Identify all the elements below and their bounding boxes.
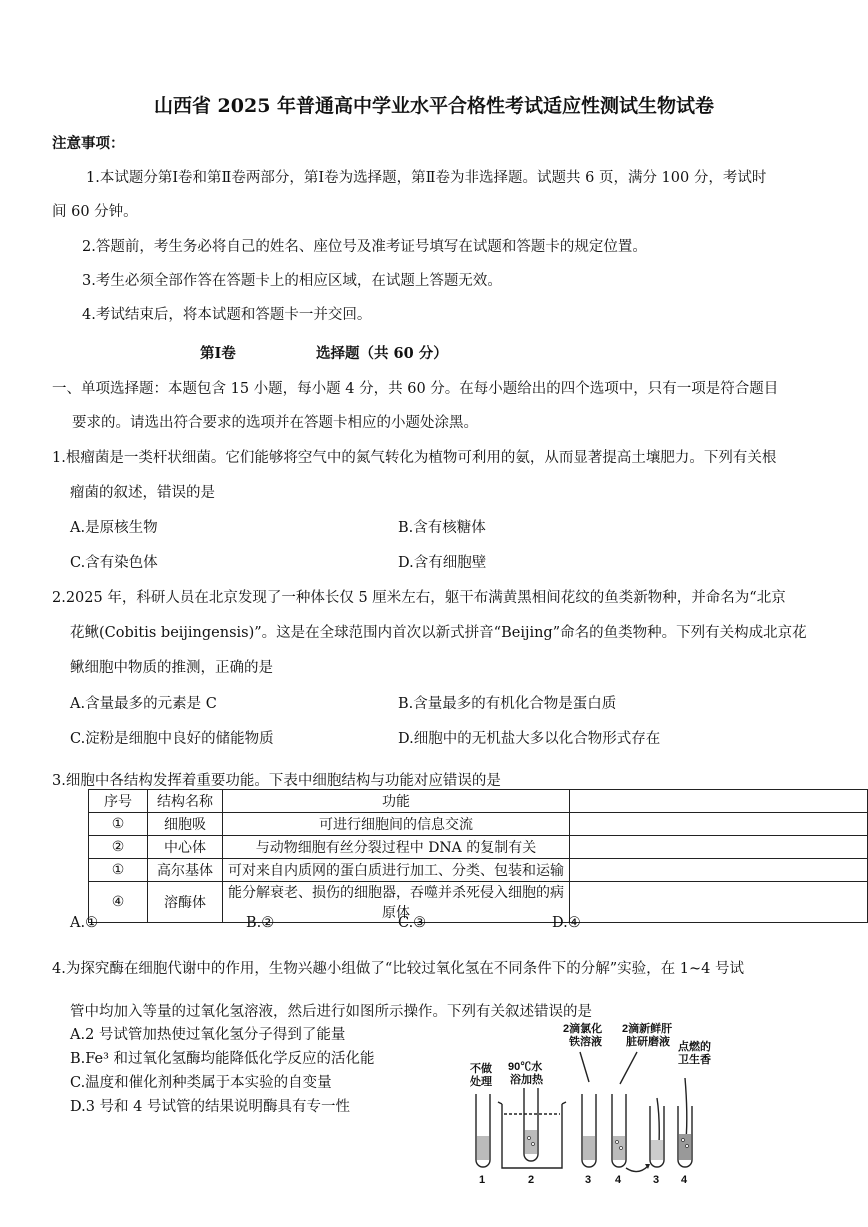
tube-number-1: 1 <box>479 1174 486 1186</box>
page-title: 山西省 2025 年普通高中学业水平合格性考试适应性测试生物试卷 <box>153 95 715 117</box>
q3-option-a: A.① <box>70 915 99 931</box>
notice-item-1-cont: 间 60 分钟。 <box>52 204 138 220</box>
section-instructions-cont: 要求的。请选出符合要求的选项并在答题卡相应的小题处涂黑。 <box>72 415 478 431</box>
part-label: 第Ⅰ卷 <box>200 345 236 362</box>
bubble <box>528 1137 531 1140</box>
table-cell: ① <box>89 813 148 836</box>
table-header: 序号 <box>89 790 148 813</box>
bubble <box>620 1147 623 1150</box>
table-cell-empty <box>570 836 868 859</box>
notice-heading: 注意事项： <box>52 135 125 152</box>
incense-label-line1: 点燃的 <box>678 1041 711 1053</box>
table-header: 结构名称 <box>148 790 223 813</box>
q2-stem-cont: 花鳅(Cobitis beijingensis)”。这是在全球范围内首次以新式拼音“Beijing”命名的鱼类物种。下列有关构成北京花 <box>70 625 807 641</box>
tube-number-4-result: 4 <box>681 1174 688 1186</box>
q1-option-b: B.含有核糖体 <box>398 520 486 536</box>
tube-number-3: 3 <box>585 1174 592 1186</box>
table-header-row <box>89 790 868 813</box>
table-cell-empty <box>570 813 868 836</box>
liquid-tube-4 <box>613 1136 625 1160</box>
liquid-tube-2 <box>525 1130 537 1154</box>
table-cell: ② <box>89 836 148 859</box>
q4-option-b: B.Fe³ 和过氧化氢酶均能降低化学反应的活化能 <box>70 1051 375 1067</box>
q1-option-d: D.含有细胞壁 <box>398 555 487 571</box>
tube-number-3-result: 3 <box>653 1174 660 1186</box>
table-cell-empty <box>570 882 868 923</box>
fecl3-label-line2: 铁溶液 <box>569 1036 602 1048</box>
liquid-tube-3-result <box>651 1140 663 1160</box>
notice-item-4: 4.考试结束后，将本试题和答题卡一并交回。 <box>82 307 372 323</box>
q2-stem-cont2: 鳅细胞中物质的推测，正确的是 <box>70 660 273 676</box>
section-instructions: 一、单项选择题：本题包含 15 小题，每小题 4 分，共 60 分。在每小题给出的四个选项中，只有一项是符合题目 <box>52 381 779 397</box>
structure-function-table <box>88 789 868 923</box>
table-cell: ④ <box>89 882 148 923</box>
table-row <box>89 813 868 836</box>
q4-option-c: C.温度和催化剂种类属于本实验的自变量 <box>70 1075 332 1091</box>
q1-option-a: A.是原核生物 <box>70 520 158 536</box>
q3-option-d: D.④ <box>552 915 581 931</box>
q2-stem: 2.2025 年，科研人员在北京发现了一种体长仅 5 厘米左右，躯干布满黄黑相间花纹的鱼类新物种，并命名为“北京 <box>52 590 786 606</box>
table-cell-empty <box>570 859 868 882</box>
table-row <box>89 882 868 923</box>
table-cell: 溶酶体 <box>148 882 223 923</box>
bubble <box>686 1145 689 1148</box>
liquid-tube-4-result <box>679 1134 691 1160</box>
incense-stick-4 <box>685 1078 687 1140</box>
q1-stem-cont: 瘤菌的叙述，错误的是 <box>70 485 215 501</box>
table-cell: 中心体 <box>148 836 223 859</box>
part-title: 选择题（共 60 分） <box>316 345 448 362</box>
incense-label-line2: 卫生香 <box>678 1054 711 1066</box>
liquid-tube-1 <box>477 1136 489 1160</box>
table-header-empty <box>570 790 868 813</box>
dropper-fecl3 <box>580 1052 589 1082</box>
table-row <box>89 859 868 882</box>
q2-option-c: C.淀粉是细胞中良好的储能物质 <box>70 731 274 747</box>
no-treatment-label-line2: 处理 <box>470 1076 492 1088</box>
table-cell: 细胞吸 <box>148 813 223 836</box>
dropper-liver <box>620 1052 637 1084</box>
tube-number-2: 2 <box>528 1174 535 1186</box>
q2-option-b: B.含量最多的有机化合物是蛋白质 <box>398 696 617 712</box>
q4-stem-cont: 管中均加入等量的过氧化氢溶液，然后进行如图所示操作。下列有关叙述错误的是 <box>70 1004 592 1020</box>
liver-label-line1: 2滴新鲜肝 <box>622 1023 673 1035</box>
table-header: 功能 <box>223 790 570 813</box>
incense-stick-3 <box>657 1098 659 1144</box>
water-bath-label-line1: 90℃水 <box>508 1061 543 1073</box>
notice-item-2: 2.答题前，考生务必将自己的姓名、座位号及准考证号填写在试题和答题卡的规定位置。 <box>82 239 647 255</box>
experiment-figure <box>466 1018 726 1188</box>
q2-option-d: D.细胞中的无机盐大多以化合物形式存在 <box>398 731 661 747</box>
q4-option-a: A.2 号试管加热使过氧化氢分子得到了能量 <box>70 1027 346 1043</box>
table-cell: 可对来自内质网的蛋白质进行加工、分类、包装和运输 <box>223 859 570 882</box>
water-bath-label-line2: 浴加热 <box>510 1074 543 1086</box>
q2-option-a: A.含量最多的元素是 C <box>70 696 217 712</box>
table-cell: 可进行细胞间的信息交流 <box>223 813 570 836</box>
fecl3-label-line1: 2滴氯化 <box>563 1023 603 1035</box>
q4-option-d: D.3 号和 4 号试管的结果说明酶具有专一性 <box>70 1099 350 1115</box>
arrow-icon <box>626 1166 648 1172</box>
notice-item-1: 1.本试题分第Ⅰ卷和第Ⅱ卷两部分，第Ⅰ卷为选择题，第Ⅱ卷为非选择题。试题共 6 页，满分 100 分，考试时 <box>86 170 767 186</box>
table-cell: ① <box>89 859 148 882</box>
table-row <box>89 836 868 859</box>
notice-item-3: 3.考生必须全部作答在答题卡上的相应区域，在试题上答题无效。 <box>82 273 502 289</box>
bubble <box>616 1141 619 1144</box>
no-treatment-label-line1: 不做 <box>470 1063 492 1075</box>
q1-stem: 1.根瘤菌是一类杆状细菌。它们能够将空气中的氮气转化为植物可利用的氨，从而显著提高土壤肥力。下列有关根 <box>52 450 777 466</box>
liver-label-line2: 脏研磨液 <box>626 1036 670 1048</box>
table-cell: 能分解衰老、损伤的细胞器，吞噬并杀死侵入细胞的病原体 <box>223 882 570 923</box>
liquid-tube-3 <box>583 1136 595 1160</box>
q1-option-c: C.含有染色体 <box>70 555 158 571</box>
bubble <box>682 1139 685 1142</box>
q3-option-c: C.③ <box>398 915 427 931</box>
bubble <box>532 1143 535 1146</box>
tube-number-4: 4 <box>615 1174 622 1186</box>
table-cell: 与动物细胞有丝分裂过程中 DNA 的复制有关 <box>223 836 570 859</box>
q3-option-b: B.② <box>246 915 275 931</box>
q3-stem: 3.细胞中各结构发挥着重要功能。下表中细胞结构与功能对应错误的是 <box>52 773 501 789</box>
table-cell: 高尔基体 <box>148 859 223 882</box>
q4-stem: 4.为探究酶在细胞代谢中的作用，生物兴趣小组做了“比较过氧化氢在不同条件下的分解”实验，在 1~4 号试 <box>52 961 744 977</box>
